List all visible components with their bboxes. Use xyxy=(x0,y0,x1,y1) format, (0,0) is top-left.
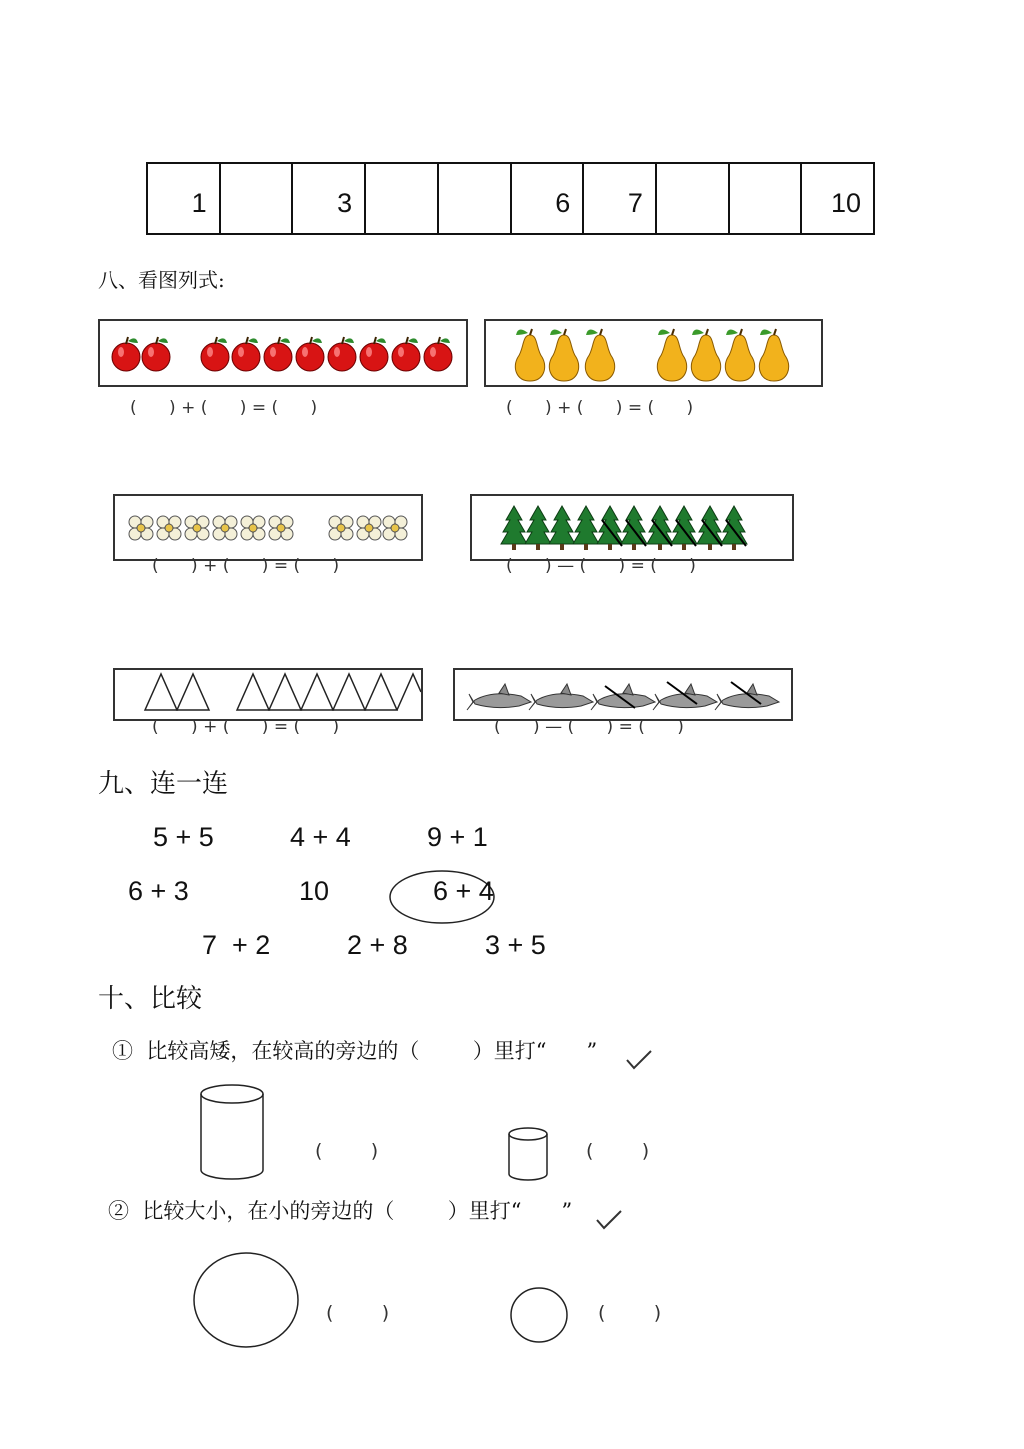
answer-blank-tall[interactable]: ( ) xyxy=(315,1140,379,1162)
number-cell[interactable] xyxy=(730,164,803,233)
expression[interactable]: 6 + 4 xyxy=(433,876,494,906)
triangles-picture xyxy=(113,668,423,721)
section-10-title: 十、比较 xyxy=(98,984,203,1014)
checkmark-icon xyxy=(624,1048,654,1072)
formula-trees[interactable]: ( ) — ( ) = ( ) xyxy=(506,556,696,576)
answer-blank-big[interactable]: ( ) xyxy=(326,1302,390,1324)
number-cell xyxy=(802,164,873,233)
tall-cylinder xyxy=(198,1082,268,1182)
number-cell xyxy=(512,164,585,233)
triangle-icon xyxy=(115,670,421,719)
expression[interactable]: 6 + 3 xyxy=(128,876,189,906)
big-circle xyxy=(190,1250,302,1352)
number-cell[interactable] xyxy=(439,164,512,233)
section-8-title: 八、看图列式: xyxy=(98,268,225,292)
short-cylinder xyxy=(506,1126,552,1184)
formula-triangles[interactable]: ( ) + ( ) = ( ) xyxy=(152,717,340,737)
question-1: ① 比较高矮，在较高的旁边的（ ）里打“ ” xyxy=(112,1039,598,1063)
number-cell xyxy=(148,164,221,233)
answer-blank-small[interactable]: ( ) xyxy=(598,1302,662,1324)
number-strip xyxy=(146,162,875,235)
expression[interactable]: 9 + 1 xyxy=(427,822,488,852)
number-cell-value: 10 xyxy=(830,188,862,218)
number-cell-value: 6 xyxy=(555,188,571,218)
number-cell[interactable] xyxy=(657,164,730,233)
checkmark-icon xyxy=(594,1208,624,1232)
formula-sharks[interactable]: ( ) — ( ) = ( ) xyxy=(494,717,684,737)
trees-picture xyxy=(470,494,794,561)
number-cell[interactable] xyxy=(221,164,294,233)
tree-icon xyxy=(472,496,792,559)
flower-icon xyxy=(115,496,421,559)
small-circle xyxy=(508,1285,570,1345)
answer-blank-short[interactable]: ( ) xyxy=(586,1140,650,1162)
expression[interactable]: 7 + 2 xyxy=(202,930,271,960)
number-cell-value: 1 xyxy=(191,188,207,218)
formula-apples[interactable]: ( ) + ( ) = ( ) xyxy=(130,398,318,418)
expression[interactable]: 2 + 8 xyxy=(347,930,408,960)
question-2: ② 比较大小，在小的旁边的（ ）里打“ ” xyxy=(108,1199,573,1223)
formula-pears[interactable]: ( ) + ( ) = ( ) xyxy=(506,398,694,418)
number-cell[interactable] xyxy=(366,164,439,233)
sharks-picture xyxy=(453,668,793,721)
apple-icon xyxy=(100,321,466,385)
flowers-picture xyxy=(113,494,423,561)
expression[interactable]: 3 + 5 xyxy=(485,930,546,960)
pear-icon xyxy=(486,321,821,385)
expression[interactable]: 5 + 5 xyxy=(153,822,214,852)
number-cell-value: 3 xyxy=(337,188,353,218)
formula-flowers[interactable]: ( ) + ( ) = ( ) xyxy=(152,556,340,576)
number-cell-value: 7 xyxy=(627,188,643,218)
number-cell xyxy=(584,164,657,233)
pears-picture xyxy=(484,319,823,387)
expression[interactable]: 4 + 4 xyxy=(290,822,351,852)
section-9-title: 九、连一连 xyxy=(98,769,229,799)
number-cell xyxy=(293,164,366,233)
shark-icon xyxy=(455,670,791,719)
apples-picture xyxy=(98,319,468,387)
target-number[interactable]: 10 xyxy=(299,876,330,906)
